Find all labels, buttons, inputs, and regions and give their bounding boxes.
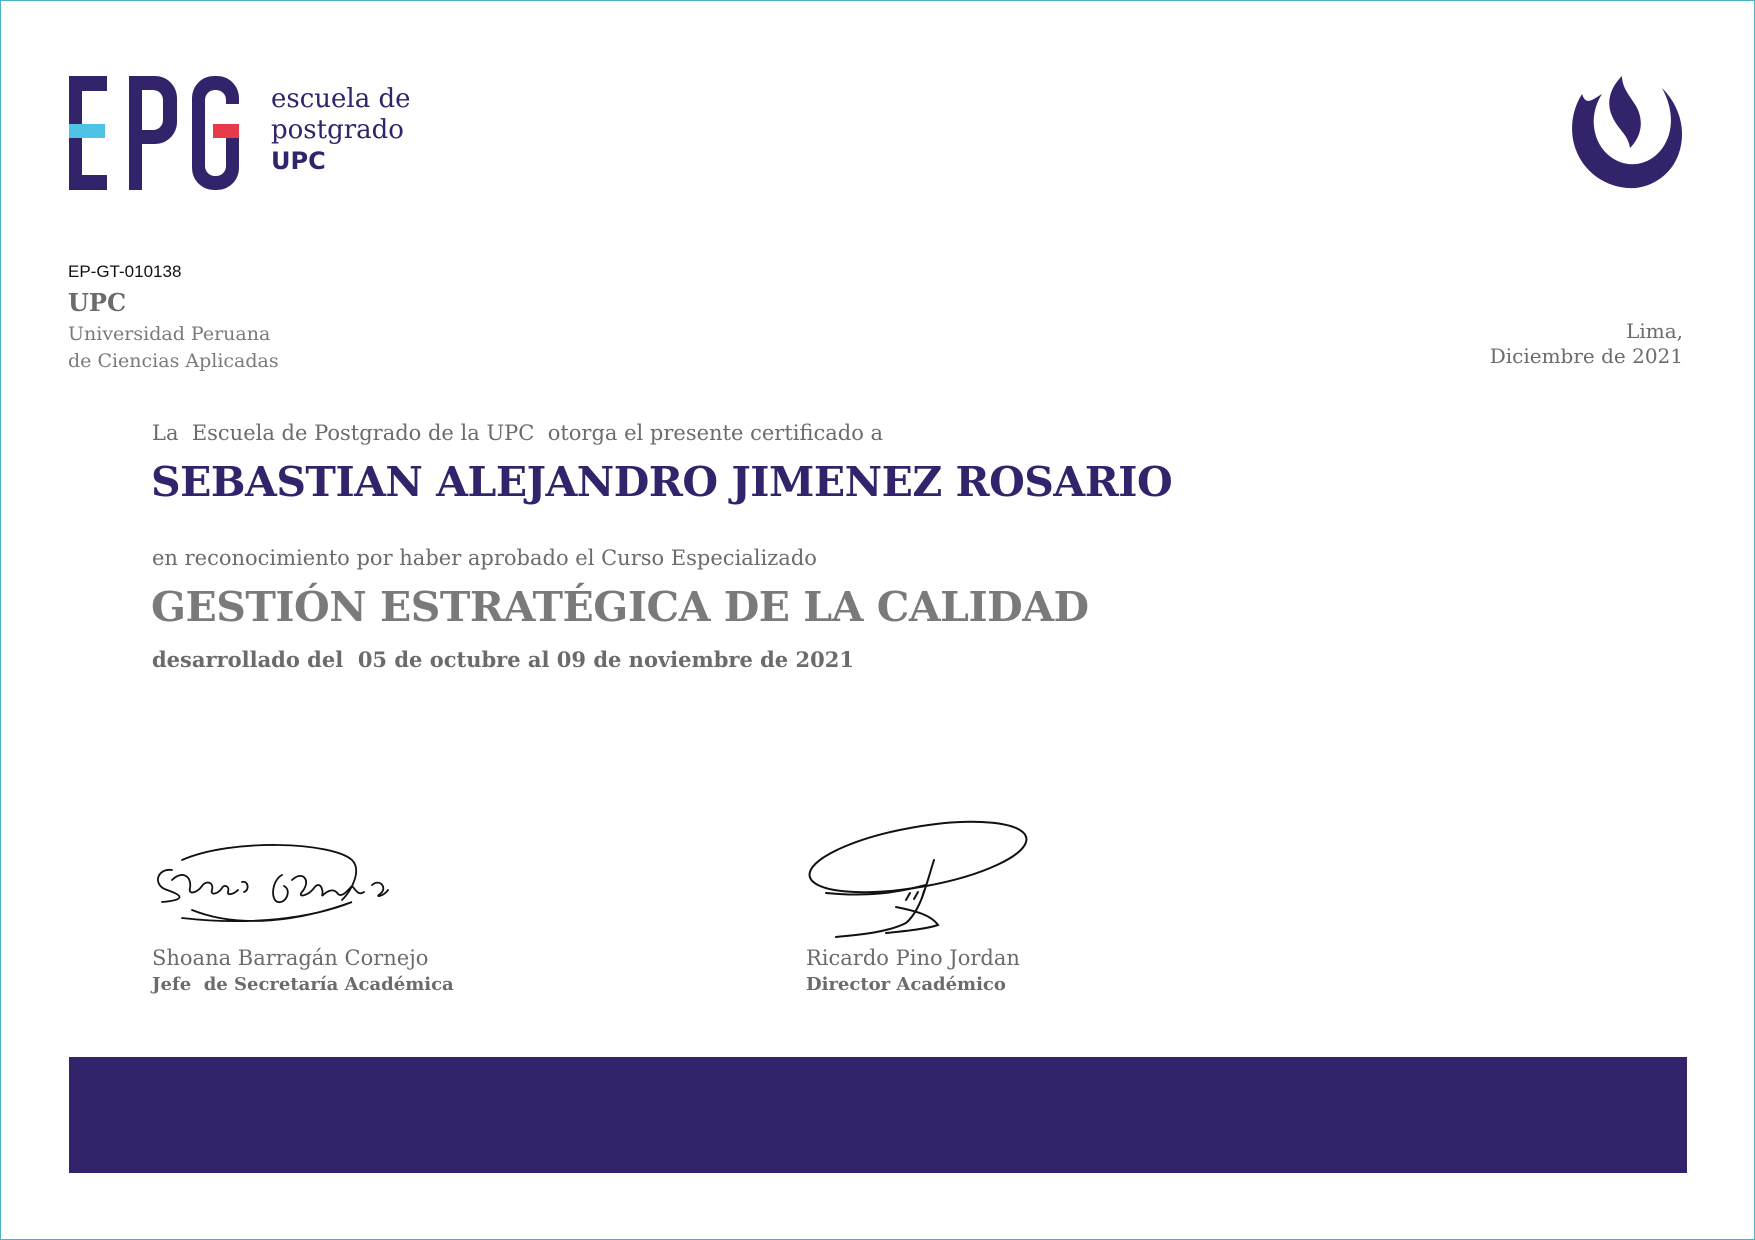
university-acronym: UPC	[68, 288, 127, 317]
epg-wordmark	[271, 84, 411, 177]
document-code: EP-GT-010138	[68, 262, 182, 281]
signature-1-image	[152, 840, 422, 940]
footer-band	[69, 1057, 1687, 1173]
epg-wordmark-line2: postgrado	[271, 115, 404, 145]
epg-wordmark-line3: UPC	[271, 147, 326, 175]
epg-wordmark-line1: escuela de	[271, 84, 411, 114]
signatory-1-name: Shoana Barragán Cornejo	[152, 946, 429, 970]
upc-emblem-icon	[1570, 76, 1684, 190]
signature-2-image	[806, 815, 1036, 940]
university-name-line1: Universidad Peruana	[68, 323, 271, 345]
signatory-2-role: Director Académico	[806, 974, 1006, 995]
recipient-name: SEBASTIAN ALEJANDRO JIMENEZ ROSARIO	[151, 458, 1173, 506]
university-name	[68, 321, 279, 375]
signatory-2-name: Ricardo Pino Jordan	[806, 946, 1020, 970]
certificate-intro: La Escuela de Postgrado de la UPC otorga el presente certificado a	[152, 421, 884, 445]
course-dates: desarrollado del 05 de octubre al 09 de noviembre de 2021	[152, 647, 854, 672]
certificate-reason: en reconocimiento por haber aprobado el Curso Especializado	[152, 546, 817, 570]
epg-logo	[69, 76, 239, 190]
course-title: GESTIÓN ESTRATÉGICA DE LA CALIDAD	[151, 583, 1089, 631]
issue-date: Diciembre de 2021	[1489, 344, 1683, 368]
university-name-line2: de Ciencias Aplicadas	[68, 350, 279, 372]
place-date	[1490, 319, 1683, 369]
place-city: Lima,	[1626, 319, 1683, 343]
signatory-1-role: Jefe de Secretaría Académica	[152, 974, 454, 995]
